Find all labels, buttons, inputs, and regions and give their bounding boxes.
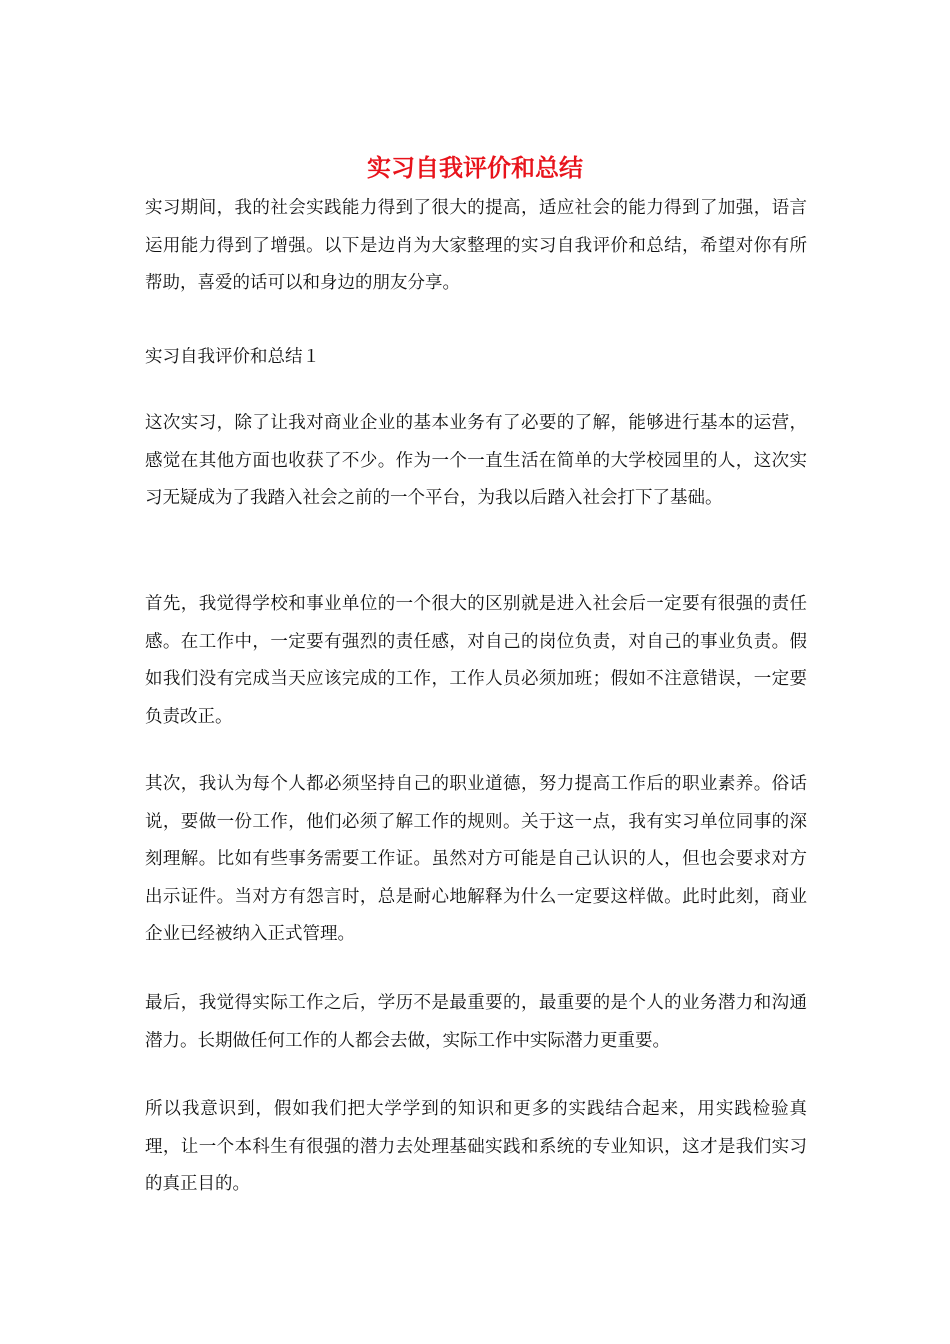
body-paragraph-2: 首先，我觉得学校和事业单位的一个很大的区别就是进入社会后一定要有很强的责任感。在工作中，一定要有强烈的责任感，对自己的岗位负责，对自己的事业负责。假如我们没有完成当天应该完成的工作，工作人员必须加班；假如不注意错误，一定要负责改正。: [145, 594, 807, 727]
body-paragraph-3: 其次，我认为每个人都必须坚持自己的职业道德，努力提高工作后的职业素养。俗话说，要做一份工作，他们必须了解工作的规则。关于这一点，我有实习单位同事的深刻理解。比如有些事务需要工作证。虽然对方可能是自己认识的人，但也会要求对方出示证件。当对方有怨言时，总是耐心地解释为什么一定要这样做。此时此刻，商业企业已经被纳入正式管理。: [145, 774, 807, 944]
document-title: 实习自我评价和总结: [367, 153, 583, 182]
section-heading: 实习自我评价和总结１: [145, 347, 320, 367]
intro-paragraph: 实习期间，我的社会实践能力得到了很大的提高，适应社会的能力得到了加强，语言运用能力得到了增强。以下是边肖为大家整理的实习自我评价和总结，希望对你有所帮助，喜爱的话可以和身边的朋友分享。: [145, 198, 807, 293]
body-paragraph-5: 所以我意识到，假如我们把大学学到的知识和更多的实践结合起来，用实践检验真理，让一个本科生有很强的潜力去处理基础实践和系统的专业知识，这才是我们实习的真正目的。: [145, 1099, 807, 1194]
body-paragraph-4: 最后，我觉得实际工作之后，学历不是最重要的，最重要的是个人的业务潜力和沟通潜力。长期做任何工作的人都会去做，实际工作中实际潜力更重要。: [145, 993, 807, 1051]
body-paragraph-1: 这次实习，除了让我对商业企业的基本业务有了必要的了解，能够进行基本的运营，感觉在其他方面也收获了不少。作为一个一直生活在简单的大学校园里的人，这次实习无疑成为了我踏入社会之前的一个平台，为我以后踏入社会打下了基础。: [145, 413, 807, 508]
